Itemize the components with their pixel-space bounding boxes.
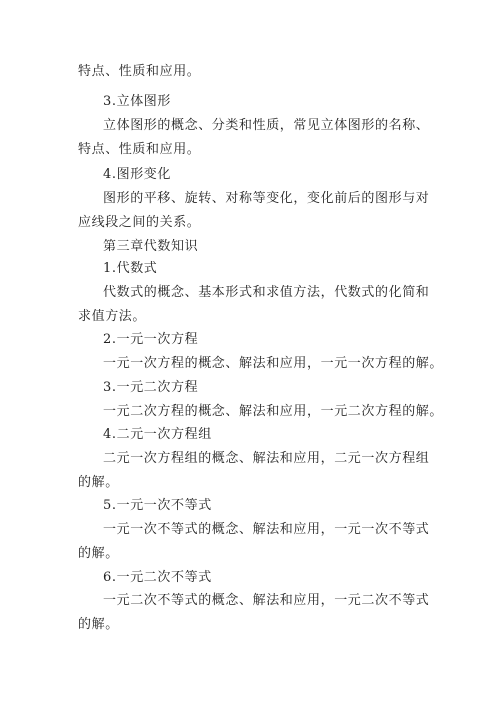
body-text: 二元一次方程组的概念、解法和应用，二元一次方程组 (103, 451, 430, 466)
body-text-continuation: 的解。 (78, 475, 119, 490)
body-text-continuation: 特点、性质和应用。 (78, 64, 201, 79)
section-heading-linear-inequality: 5.一元一次不等式 (103, 498, 212, 513)
section-heading-algebraic-expression: 1.代数式 (103, 261, 158, 276)
body-text: 代数式的概念、基本形式和求值方法，代数式的化简和 (103, 285, 430, 300)
body-text-continuation: 求值方法。 (78, 309, 147, 324)
body-text: 图形的平移、旋转、对称等变化，变化前后的图形与对 (103, 191, 430, 206)
section-heading-figure-transformation: 4.图形变化 (103, 167, 172, 182)
section-heading-linear-equation: 2.一元一次方程 (103, 332, 199, 347)
section-heading-solid-figures: 3.立体图形 (103, 94, 172, 109)
body-text: 一元二次方程的概念、解法和应用，一元二次方程的解。 (103, 404, 444, 419)
body-text: 一元二次不等式的概念、解法和应用，一元二次不等式 (103, 593, 430, 608)
body-text-continuation: 的解。 (78, 546, 119, 561)
body-text-continuation: 特点、性质和应用。 (78, 142, 201, 157)
chapter-heading: 第三章代数知识 (103, 239, 199, 254)
section-heading-quadratic-equation: 3.一元二次方程 (103, 380, 199, 395)
body-text-continuation: 应线段之间的关系。 (78, 215, 201, 230)
body-text: 一元一次方程的概念、解法和应用，一元一次方程的解。 (103, 356, 444, 371)
section-heading-linear-system: 4.二元一次方程组 (103, 427, 212, 442)
body-text: 一元一次不等式的概念、解法和应用，一元一次不等式 (103, 522, 430, 537)
section-heading-quadratic-inequality: 6.一元二次不等式 (103, 570, 212, 585)
body-text-continuation: 的解。 (78, 617, 119, 632)
body-text: 立体图形的概念、分类和性质，常见立体图形的名称、 (103, 118, 430, 133)
